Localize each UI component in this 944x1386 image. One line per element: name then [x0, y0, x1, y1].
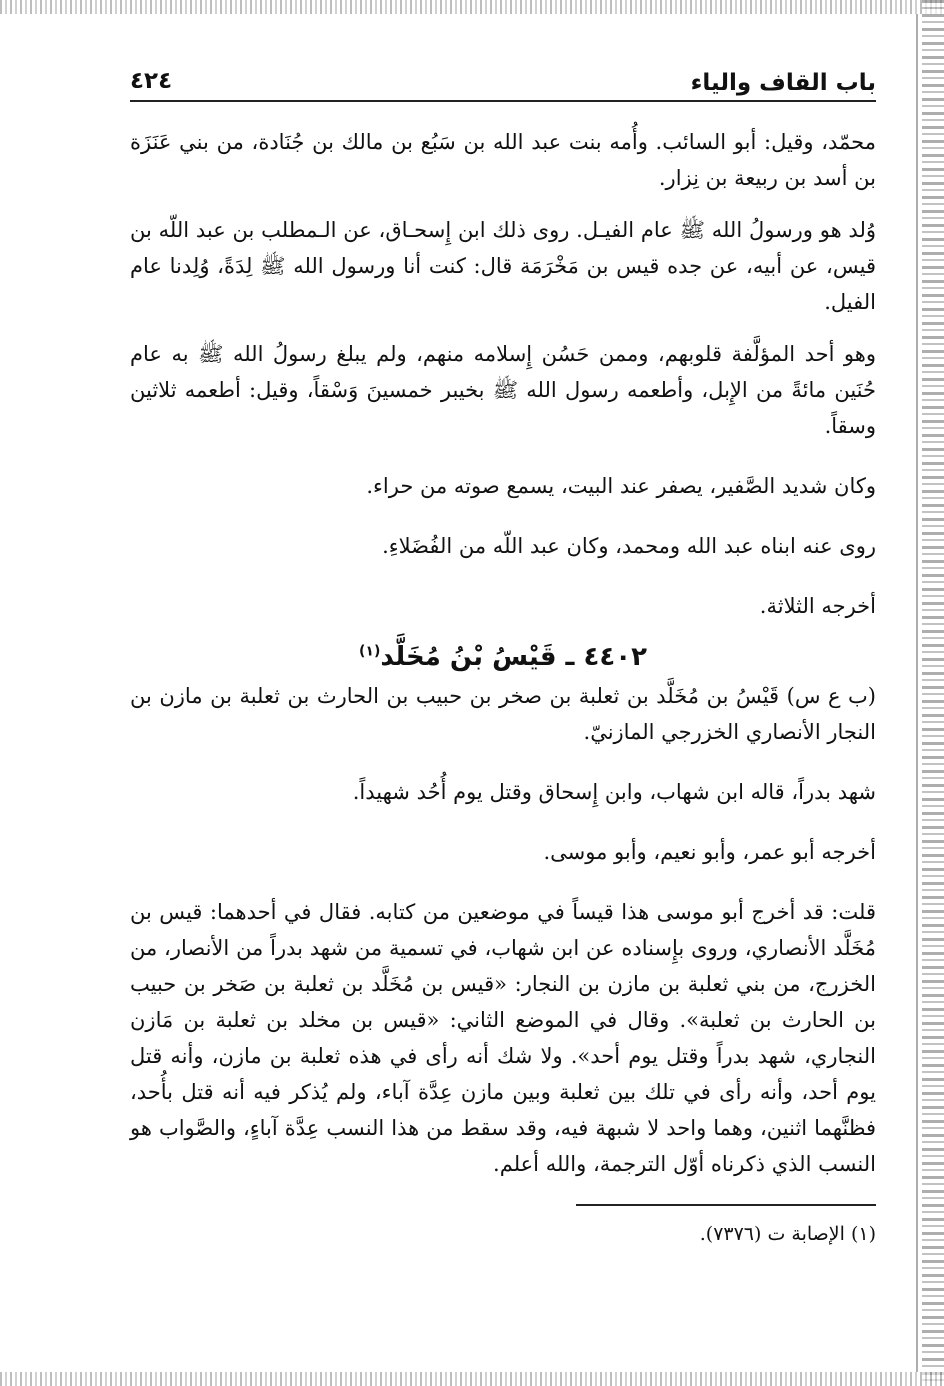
chapter-title: باب القاف والياء — [690, 70, 876, 96]
footnote-mark: (١) — [359, 643, 381, 660]
page-number: ٤٢٤ — [130, 68, 173, 94]
footnote-divider — [576, 1204, 876, 1206]
page-content — [130, 60, 876, 1252]
paragraph: (ب ع س) قَيْسُ بن مُخَلَّد بن ثعلبة بن صخر بن حبيب بن الحارث بن ثعلبة بن مازن بن النجار الأنصاري الخزرجي المازنيّ. — [130, 684, 876, 744]
paragraph: أخرجه أبو عمر، وأبو نعيم، وأبو موسى. — [543, 840, 876, 864]
decorative-border-top — [0, 0, 944, 14]
decorative-border-bottom — [0, 1372, 944, 1386]
paragraph: قلت: قد أخرج أبو موسى هذا قيساً في موضعين من كتابه. فقال في أحدهما: قيس بن مُخَلَّد الأنصاري، وروى بإِسناده عن ابن شهاب، في تسمية من شهد بدراً من الأنصار، من الخزرج، من بني ثعلبة بن مازن بن النجار: «قيس بن مُخَلَّد بن ثعلبة بن صَخر بن حبيب بن الحارث بن ثعلبة». وقال في الموضع الثاني: «قيس بن مخلد بن ثعلبة بن مَازن النجاري، شهد بدراً وقتل يوم أحد». ولا شك أنه رأى في هذه ثعلبة بن مازن، وأنه قتل يوم أحد، وأنه رأى في تلك بين ثعلبة وبين مازن عِدَّة آباء، ولم يُذكر فيه أنه قتل بأُحد، فظنَّهما اثنين، وهما واحد لا شبهة فيه، وقد سقط من هذا النسب عِدَّة آباءٍ، والصَّواب هو النسب الذي ذكرناه أوّل الترجمة، والله أعلم. — [130, 900, 876, 1176]
entry-heading — [130, 642, 876, 672]
footnote: (١) الإصابة ت (٧٣٧٦). — [699, 1223, 876, 1245]
paragraph: روى عنه ابناه عبد الله ومحمد، وكان عبد اللّه من الفُضَلاءِ. — [382, 534, 876, 558]
paragraph: وهو أحد المؤلَّفة قلوبهم، وممن حَسُن إِسلامه منهم، ولم يبلغ رسولُ الله ﷺ به عام حُنَين مائةً من الإِبل، وأطعمه رسول الله ﷺ بخيبر خمسينَ وَسْقاً، وقيل: أطعمه ثلاثين وسقاً. — [130, 342, 876, 438]
paragraph: وُلد هو ورسولُ الله ﷺ عام الفيـل. روى ذلك ابن إِسحـاق، عن الـمطلب بن عبد اللّه بن قيس، عن أبيه، عن جده قيس بن مَخْرَمَة قال: كنت أنا ورسول الله ﷺ لِدَةً، وُلِدنا عام الفيل. — [130, 218, 876, 314]
paragraph: محمّد، وقيل: أبو السائب. وأُمه بنت عبد الله بن سَبُع بن مالك بن جُنَادة، من بني عَنَزَة بن أسد بن ربيعة بن نِزار. — [130, 130, 876, 190]
decorative-border-right — [922, 0, 944, 1386]
running-header — [130, 60, 876, 102]
paragraph: أخرجه الثلاثة. — [759, 594, 876, 618]
paragraph: شهد بدراً، قاله ابن شهاب، وابن إِسحاق وقتل يوم أُحُد شهيداً. — [352, 780, 876, 804]
paragraph: وكان شديد الصَّفير، يصفر عند البيت، يسمع صوته من حراء. — [366, 474, 876, 498]
border-rule — [916, 14, 918, 1372]
entry-title: ٤٤٠٢ ـ قَيْسُ بْنُ مُخَلَّد — [380, 642, 647, 672]
